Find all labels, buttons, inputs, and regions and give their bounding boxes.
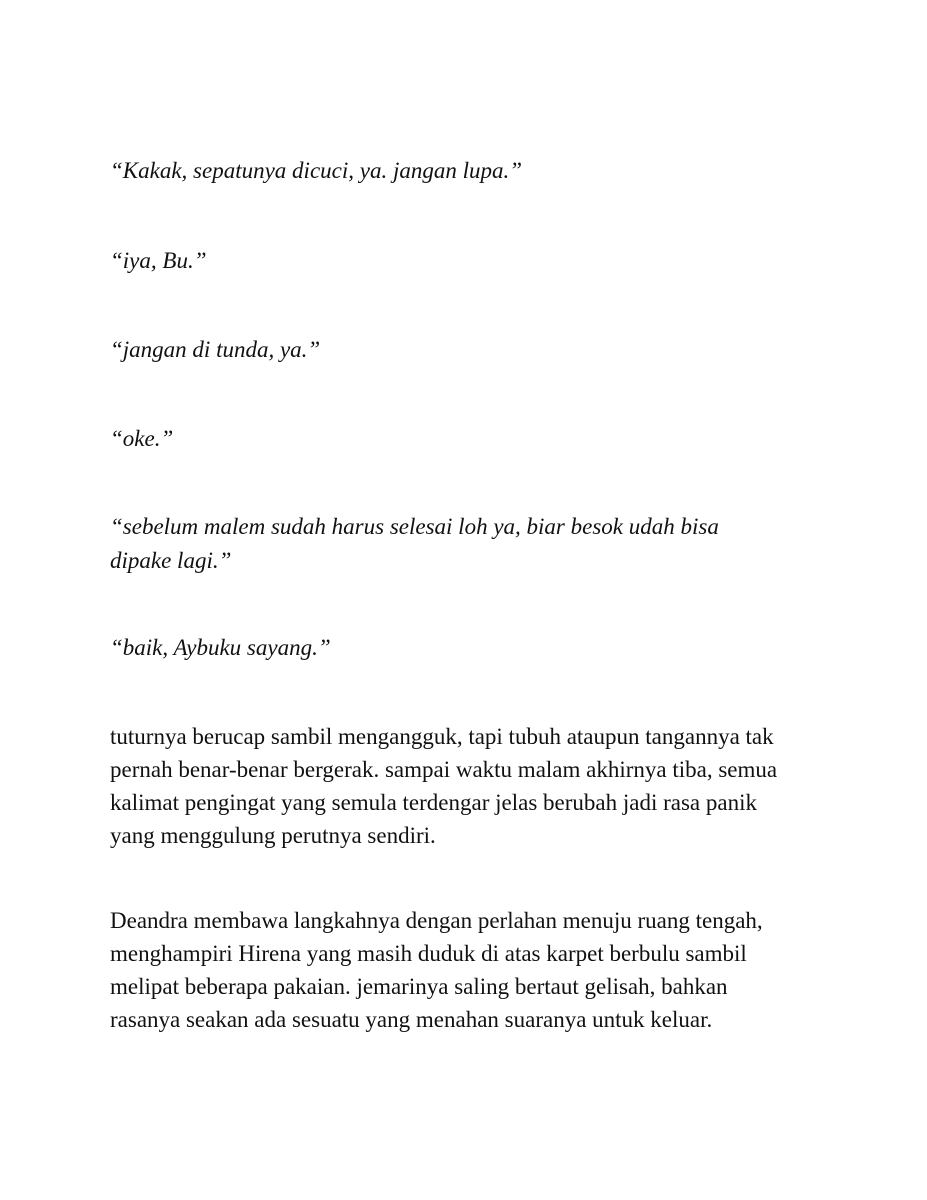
dialogue-line: “iya, Bu.” <box>110 248 207 273</box>
dialogue-line: “Kakak, sepatunya dicuci, ya. jangan lupa.” <box>110 158 523 183</box>
narration-line: tuturnya berucap sambil mengangguk, tapi tubuh ataupun tangannya tak <box>110 724 774 749</box>
narration-line: yang menggulung perutnya sendiri. <box>110 823 436 848</box>
narration-line: rasanya seakan ada sesuatu yang menahan suaranya untuk keluar. <box>110 1007 713 1032</box>
dialogue-line: “jangan di tunda, ya.” <box>110 337 321 362</box>
dialogue-line: “sebelum malem sudah harus selesai loh ya, biar besok udah bisa <box>110 514 719 539</box>
narration-line: pernah benar-benar bergerak. sampai waktu malam akhirnya tiba, semua <box>110 757 778 782</box>
narration-line: menghampiri Hirena yang masih duduk di atas karpet berbulu sambil <box>110 941 747 966</box>
dialogue-line: dipake lagi.” <box>110 548 232 573</box>
narration-line: Deandra membawa langkahnya dengan perlahan menuju ruang tengah, <box>110 908 763 933</box>
dialogue-line: “baik, Aybuku sayang.” <box>110 635 331 660</box>
dialogue-line: “oke.” <box>110 426 174 451</box>
narration-line: melipat beberapa pakaian. jemarinya saling bertaut gelisah, bahkan <box>110 974 728 999</box>
narration-line: kalimat pengingat yang semula terdengar jelas berubah jadi rasa panik <box>110 790 757 815</box>
